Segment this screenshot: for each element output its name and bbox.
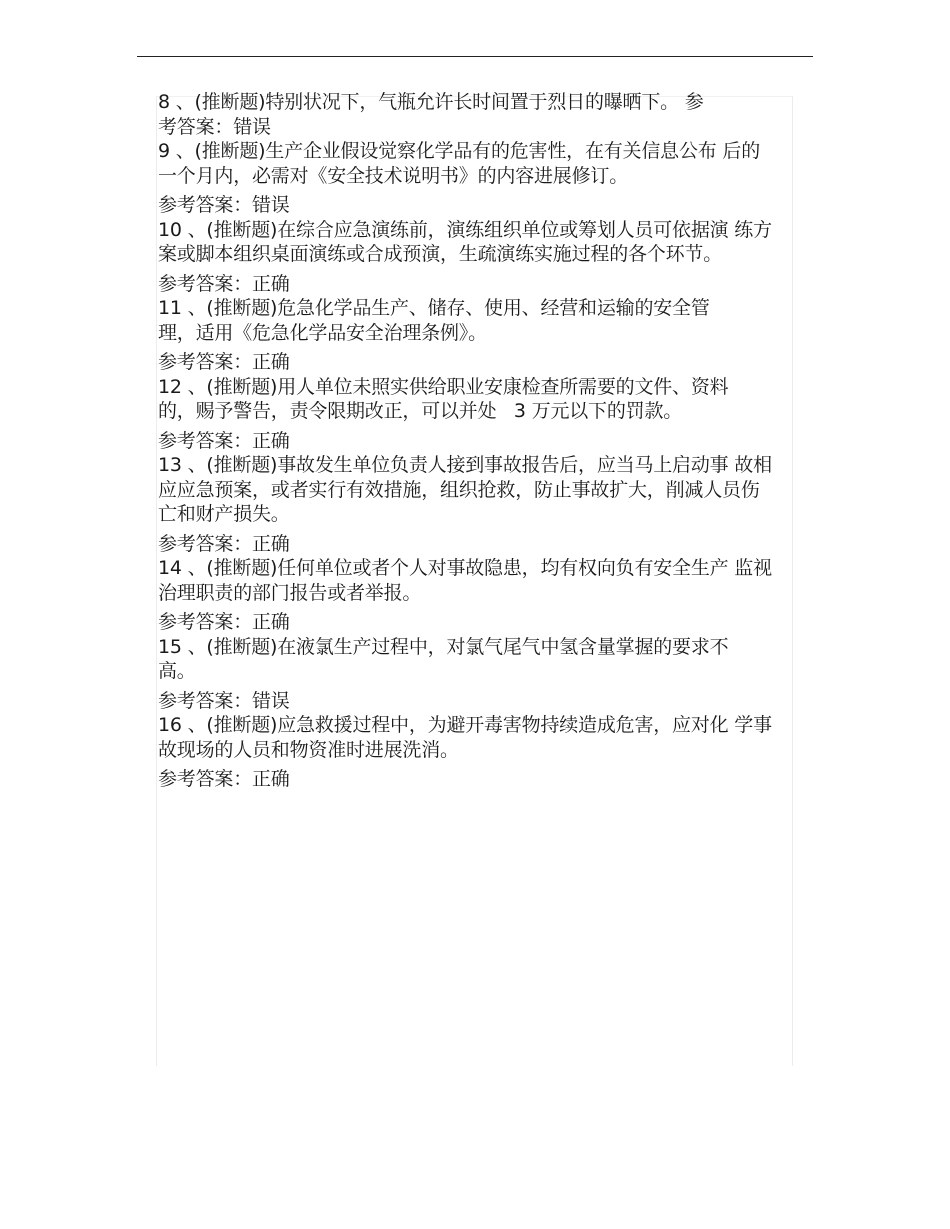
question-text: 10 、(推断题)在综合应急演练前，演练组织单位或筹划人员可依据演 练方案或脚本组织桌面演练或合成预演，生疏演练实施过程的各个环节。 — [158, 218, 772, 265]
question-text: 9 、(推断题)生产企业假设觉察化学品有的危害性，在有关信息公布 后的一个月内，必需对《安全技术说明书》的内容进展修订。 — [158, 140, 760, 187]
answer-text: 参考答案：正确 — [158, 611, 290, 633]
header-rule — [137, 56, 813, 57]
answer-text: 参考答案：错误 — [158, 194, 290, 216]
question-text: 8 、(推断题)特别状况下，气瓶允许长时间置于烈日的曝晒下。 参 — [158, 91, 704, 113]
answer-text: 参考答案：正确 — [158, 429, 290, 452]
question-item — [158, 139, 776, 218]
answer-text: 参考答案：正确 — [158, 272, 290, 295]
question-text: 14 、(推断题)任何单位或者个人对事故隐患，均有权向负有安全生产 监视治理职责的部门报告或者举报。 — [158, 557, 772, 604]
question-text: 12 、(推断题)用人单位未照实供给职业安康检查所需要的文件、资料的，赐予警告，责令限期改正，可以并处 3 万元以下的罚款。 — [158, 375, 729, 422]
question-list — [158, 90, 776, 792]
question-item — [158, 556, 776, 635]
question-item — [158, 453, 776, 556]
answer-text: 参考答案：错误 — [158, 689, 290, 712]
question-item — [158, 635, 776, 714]
question-text: 15 、(推断题)在液氯生产过程中，对氯气尾气中氢含量掌握的要求不高。 — [158, 635, 729, 682]
question-item — [158, 218, 776, 297]
question-text: 11 、(推断题)危急化学品生产、储存、使用、经营和运输的安全管理，适用《危急化学品安全治理条例》。 — [158, 297, 710, 344]
question-item — [158, 90, 776, 139]
answer-text: 考答案：错误 — [158, 115, 271, 138]
question-item — [158, 296, 776, 375]
question-text: 13 、(推断题)事故发生单位负责人接到事故报告后，应当马上启动事 故相应应急预案，或者实行有效措施，组织抢救，防止事故扩大，削减人员伤亡和财产损失。 — [158, 454, 772, 525]
answer-text: 参考答案：正确 — [158, 532, 290, 555]
question-item — [158, 375, 776, 454]
question-item — [158, 713, 776, 792]
question-text: 16 、(推断题)应急救援过程中，为避开毒害物持续造成危害，应对化 学事故现场的人员和物资准时进展洗消。 — [158, 714, 772, 761]
answer-text: 参考答案：正确 — [158, 351, 290, 373]
answer-text: 参考答案：正确 — [158, 768, 290, 790]
